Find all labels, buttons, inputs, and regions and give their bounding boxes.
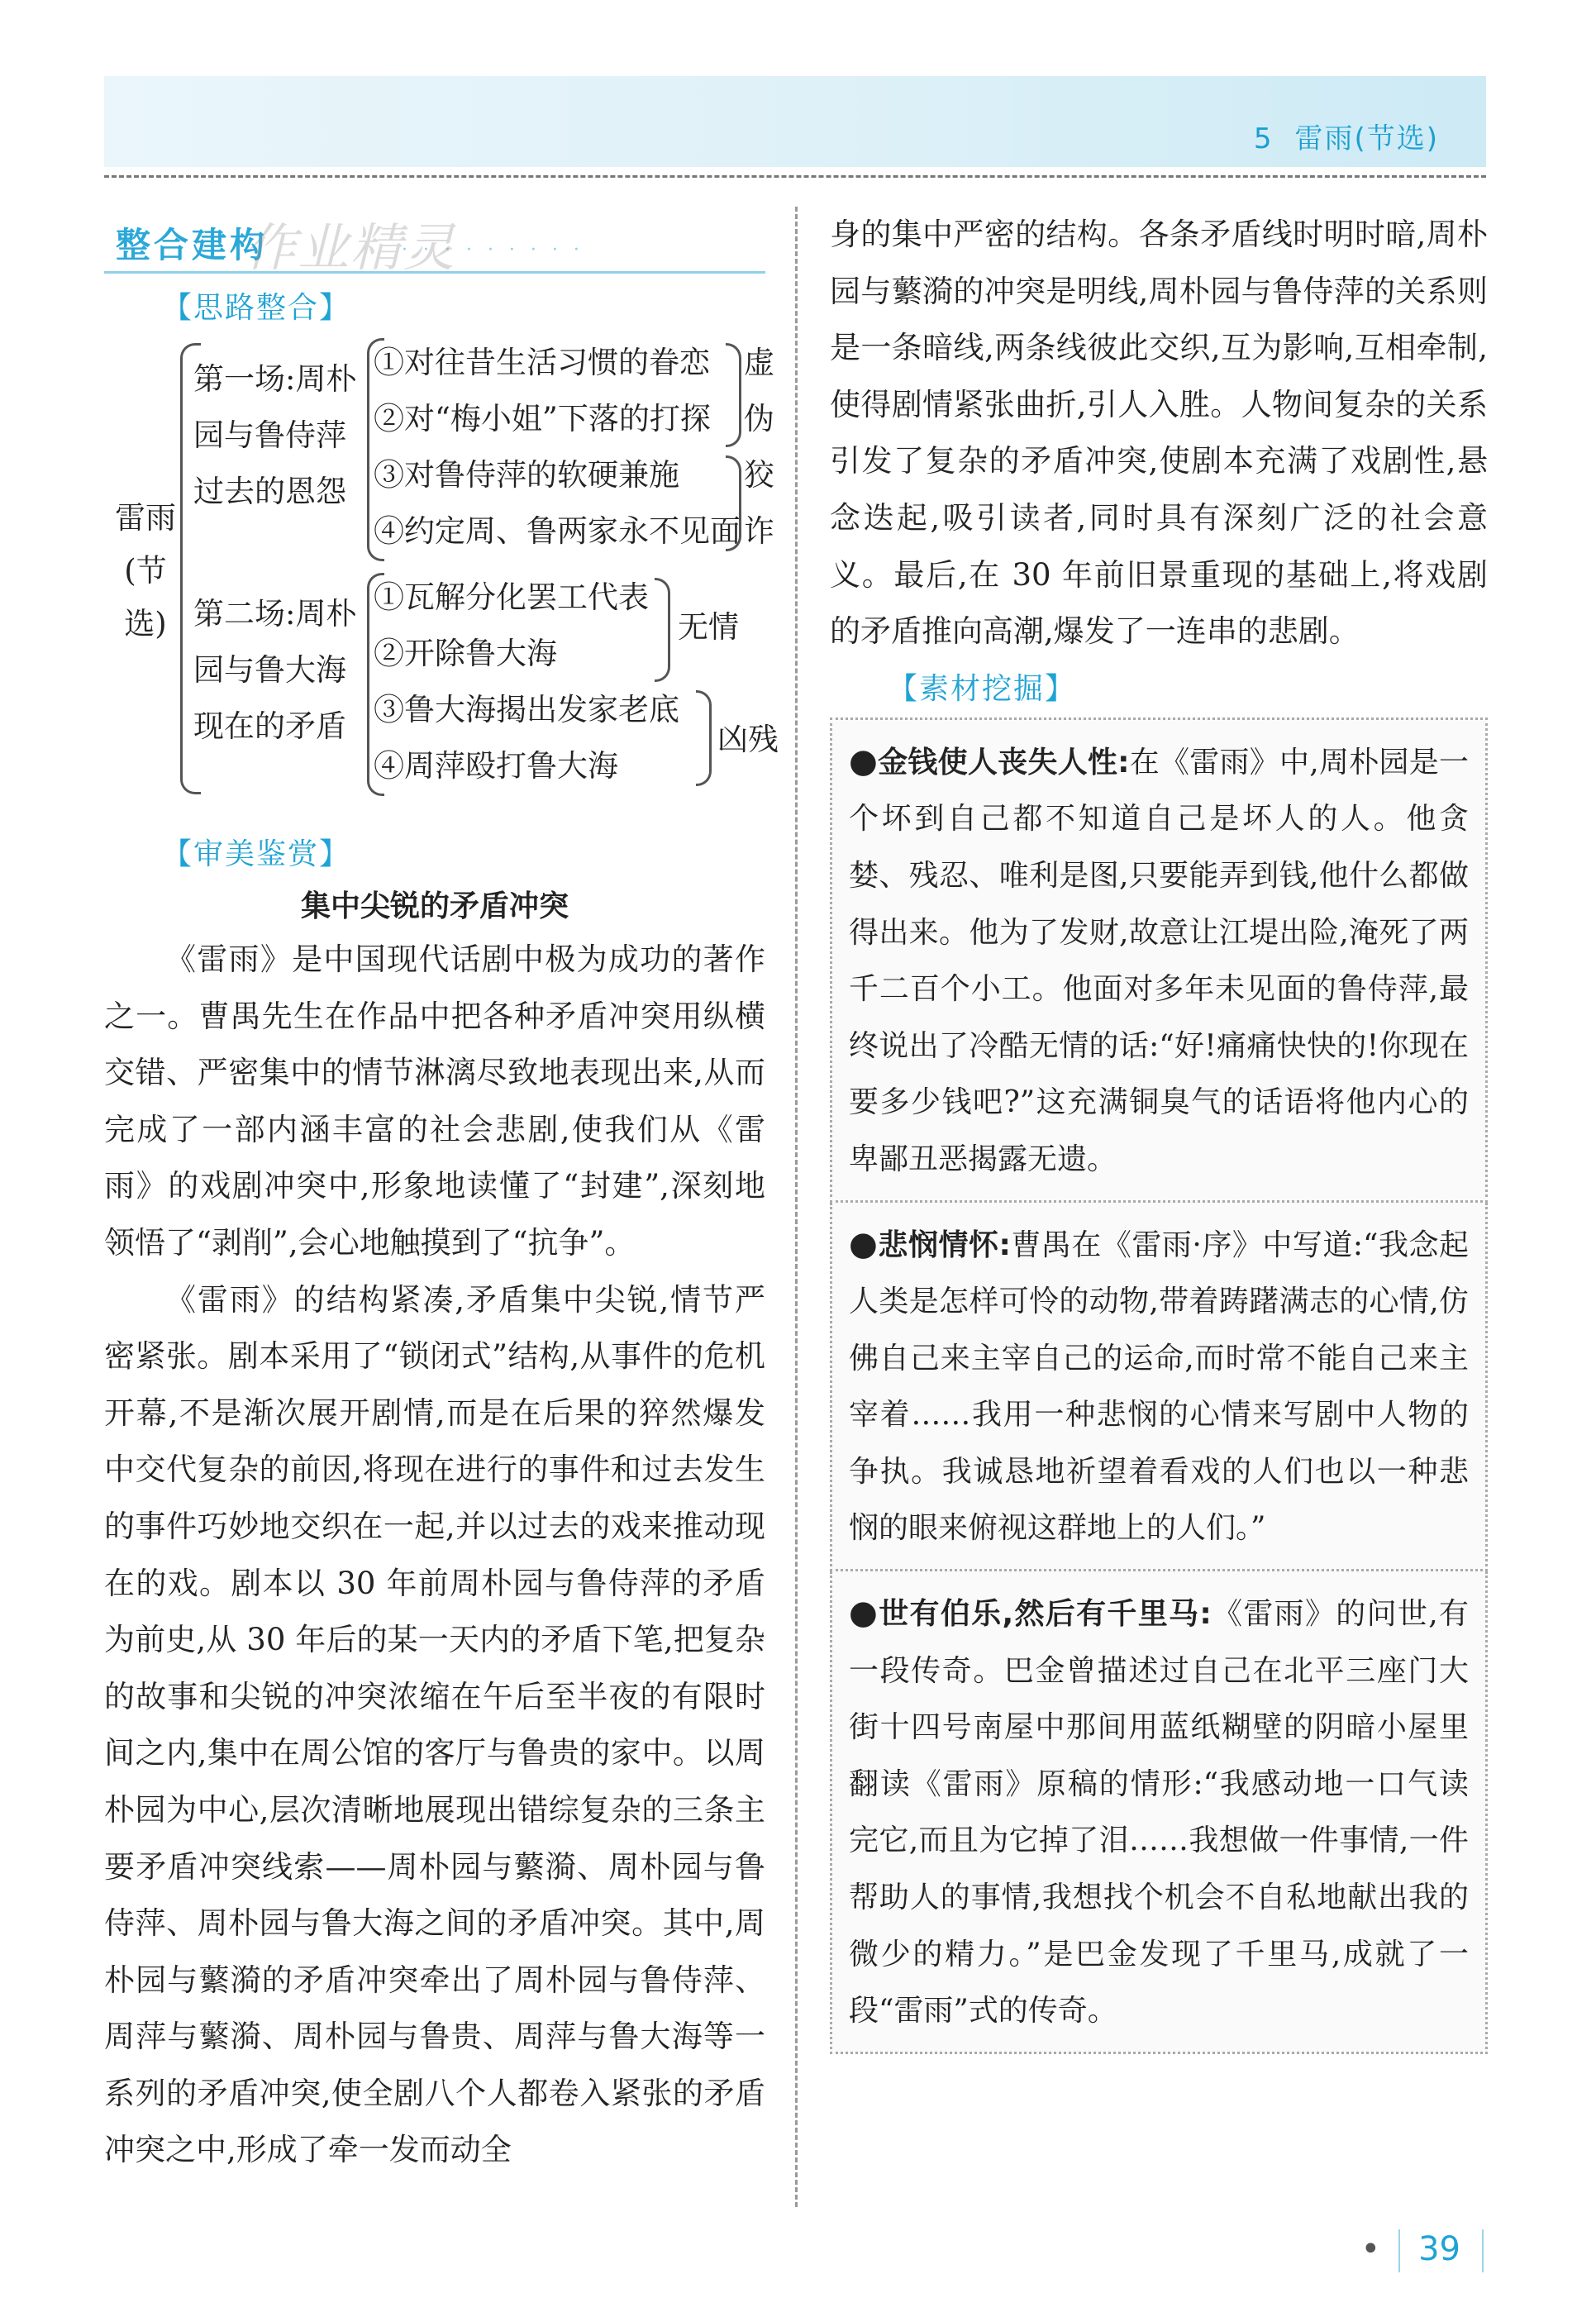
scene1-tag2-brace (726, 455, 741, 551)
bullet-dot-icon: ● (849, 1594, 879, 1633)
bullet-dot-icon: ● (849, 741, 879, 780)
lesson-title: 雷雨(节选) (1294, 122, 1439, 155)
lesson-number: 5 (1253, 122, 1274, 155)
card-text: 在《雷雨》中,周朴园是一个坏到自己都不知道自己是坏人的人。他贪婪、残忍、唯利是图,只要能弄到钱,他什么都做得出来。他为了发财,故意让江堤出险,淹死了两千二百个小工。他面对多年未见面的鲁侍萍,最终说出了冷酷无情的话:“好!痛痛快快的!你现在要多少钱吧?”这充满铜臭气的话语将他内心的卑鄙丑恶揭露无遗。 (849, 745, 1469, 1176)
outline-root-line2: (节选) (124, 553, 167, 641)
essay-title: 集中尖锐的矛盾冲突 (300, 889, 569, 923)
label-material: 【素材挖掘】 (888, 671, 1077, 706)
outline-diagram (104, 335, 779, 831)
scene1-tag-1: 虚伪 (744, 345, 774, 436)
scene2-item-1: ①瓦解分化罢工代表 (374, 579, 649, 615)
essay-paragraph-1: 《雷雨》是中国现代话剧中极为成功的著作之一。曹禺先生在作品中把各种矛盾冲突用纵横交错、严密集中的情节淋漓尽致地表现出来,从而完成了一部内涵丰富的社会悲剧,使我们从《雷雨》的戏剧冲突中,形象地读懂了“封建”,深刻地领悟了“剥削”,会心地触摸到了“抗争”。 (104, 942, 765, 1261)
column-divider (795, 207, 798, 2207)
material-card-1 (830, 718, 1488, 1203)
watermark: 作业精灵 (245, 217, 457, 278)
outline-root-line1: 雷雨 (115, 500, 176, 536)
outline-scene1: 第一场:周朴园与鲁侍萍过去的恩怨 (193, 361, 357, 509)
label-outline: 【思路整合】 (162, 291, 351, 325)
scene1-item-1: ①对往昔生活习惯的眷恋 (374, 345, 710, 380)
essay-paragraph-2: 《雷雨》的结构紧凑,矛盾集中尖锐,情节严密紧张。剧本采用了“锁闭式”结构,从事件的危机开幕,不是渐次展开剧情,而是在后果的猝然爆发中交代复杂的前因,将现在进行的事件和过去发生的事件巧妙地交织在一起,并以过去的戏来推动现在的戏。剧本以 30 年前周朴园与鲁侍萍的矛盾为前史,从 30 年后的某一天内的矛盾下笔,把复杂的故事和尖锐的冲突浓缩在午后至半夜的有限时间之内,集中在周公馆的客厅与鲁贵的家中。以周朴园为中心,层次清晰地展现出错综复杂的三条主要矛盾冲突线索——周朴园与蘩漪、周朴园与鲁侍萍、周朴园与鲁大海之间的矛盾冲突。其中,周朴园与蘩漪的矛盾冲突牵出了周朴园与鲁侍萍、周萍与蘩漪、周朴园与鲁贵、周萍与鲁大海等一系列的矛盾冲突,使全剧八个人都卷入紧张的矛盾冲突之中,形成了牵一发而动全 (104, 1281, 765, 2168)
right-column (830, 207, 1488, 2054)
page-footer (1361, 2229, 1484, 2279)
card-text: 曹禺在《雷雨·序》中写道:“我念起人类是怎样可怜的动物,带着踌躇满志的心情,仿佛自己来主宰自己的运命,而时常不能自己来主宰着……我用一种悲悯的心情来写剧中人物的争执。我诚恳地祈望着看戏的人们也以一种悲悯的眼来俯视这群地上的人们。” (849, 1228, 1469, 1546)
scene1-item-3: ③对鲁侍萍的软硬兼施 (374, 457, 679, 493)
scene1-tag-2: 狡诈 (744, 457, 774, 549)
bullet-dot-icon: ● (849, 1224, 879, 1263)
material-card-3 (830, 1571, 1488, 2054)
essay-paragraph-continued: 身的集中严密的结构。各条矛盾线时明时暗,周朴园与蘩漪的冲突是明线,周朴园与鲁侍萍的关系则是一条暗线,两条线彼此交织,互为影响,互相牵制,使得剧情紧张曲折,引人入胜。人物间复杂的关系引发了复杂的矛盾冲突,使剧本充满了戏剧性,悬念迭起,吸引读者,同时具有深刻广泛的社会意义。最后,在 30 年前旧景重现的基础上,将戏剧的矛盾推向高潮,爆发了一连串的悲剧。 (830, 217, 1488, 650)
scene2-tag-2: 凶残 (717, 722, 779, 757)
label-appreciation: 【审美鉴赏】 (162, 837, 351, 871)
material-card-2 (830, 1203, 1488, 1572)
scene2-tag1-brace (655, 578, 670, 682)
card-lead: 金钱使人丧失人性: (878, 745, 1130, 779)
lesson-header (1254, 116, 1439, 156)
scene2-tag2-brace (696, 690, 712, 786)
left-column (104, 207, 779, 2179)
scene2-tag-1: 无情 (678, 609, 739, 645)
outline-scene2: 第二场:周朴园与鲁大海现在的矛盾 (193, 596, 357, 744)
section-header (104, 207, 765, 278)
card-text: 《雷雨》的问世,有一段传奇。巴金曾描述过自己在北平三座门大街十四号南屋中那间用蓝纸糊壁的阴暗小屋里翻读《雷雨》原稿的情形:“我感动地一口气读完它,而且为它掉了泪……我想做一件事情,一件帮助人的事情,我想找个机会不自私地献出我的微少的精力。”是巴金发现了千里马,成就了一段“雷雨”式的传奇。 (849, 1597, 1469, 2029)
scene2-item-4: ④周萍殴打鲁大海 (374, 748, 618, 784)
footer-dot-icon: • (1360, 2230, 1381, 2268)
scene2-item-3: ③鲁大海揭出发家老底 (374, 692, 679, 727)
page-number: 39 (1418, 2230, 1460, 2268)
section-dots: · · · · · · · · · (402, 240, 584, 260)
scene2-item-2: ②开除鲁大海 (374, 636, 557, 671)
scene1-tag1-brace (726, 343, 741, 447)
outline-root (104, 492, 187, 651)
footer-bar (1482, 2229, 1484, 2272)
card-lead: 世有伯乐,然后有千里马: (879, 1597, 1212, 1632)
header-divider (104, 175, 1486, 178)
scene1-item-2: ②对“梅小姐”下落的打探 (374, 401, 711, 436)
card-lead: 悲悯情怀: (878, 1228, 1011, 1262)
scene1-item-4: ④约定周、鲁两家永不见面 (374, 513, 741, 549)
section-title: 整合建构 (116, 225, 269, 265)
footer-separator (1398, 2229, 1400, 2272)
